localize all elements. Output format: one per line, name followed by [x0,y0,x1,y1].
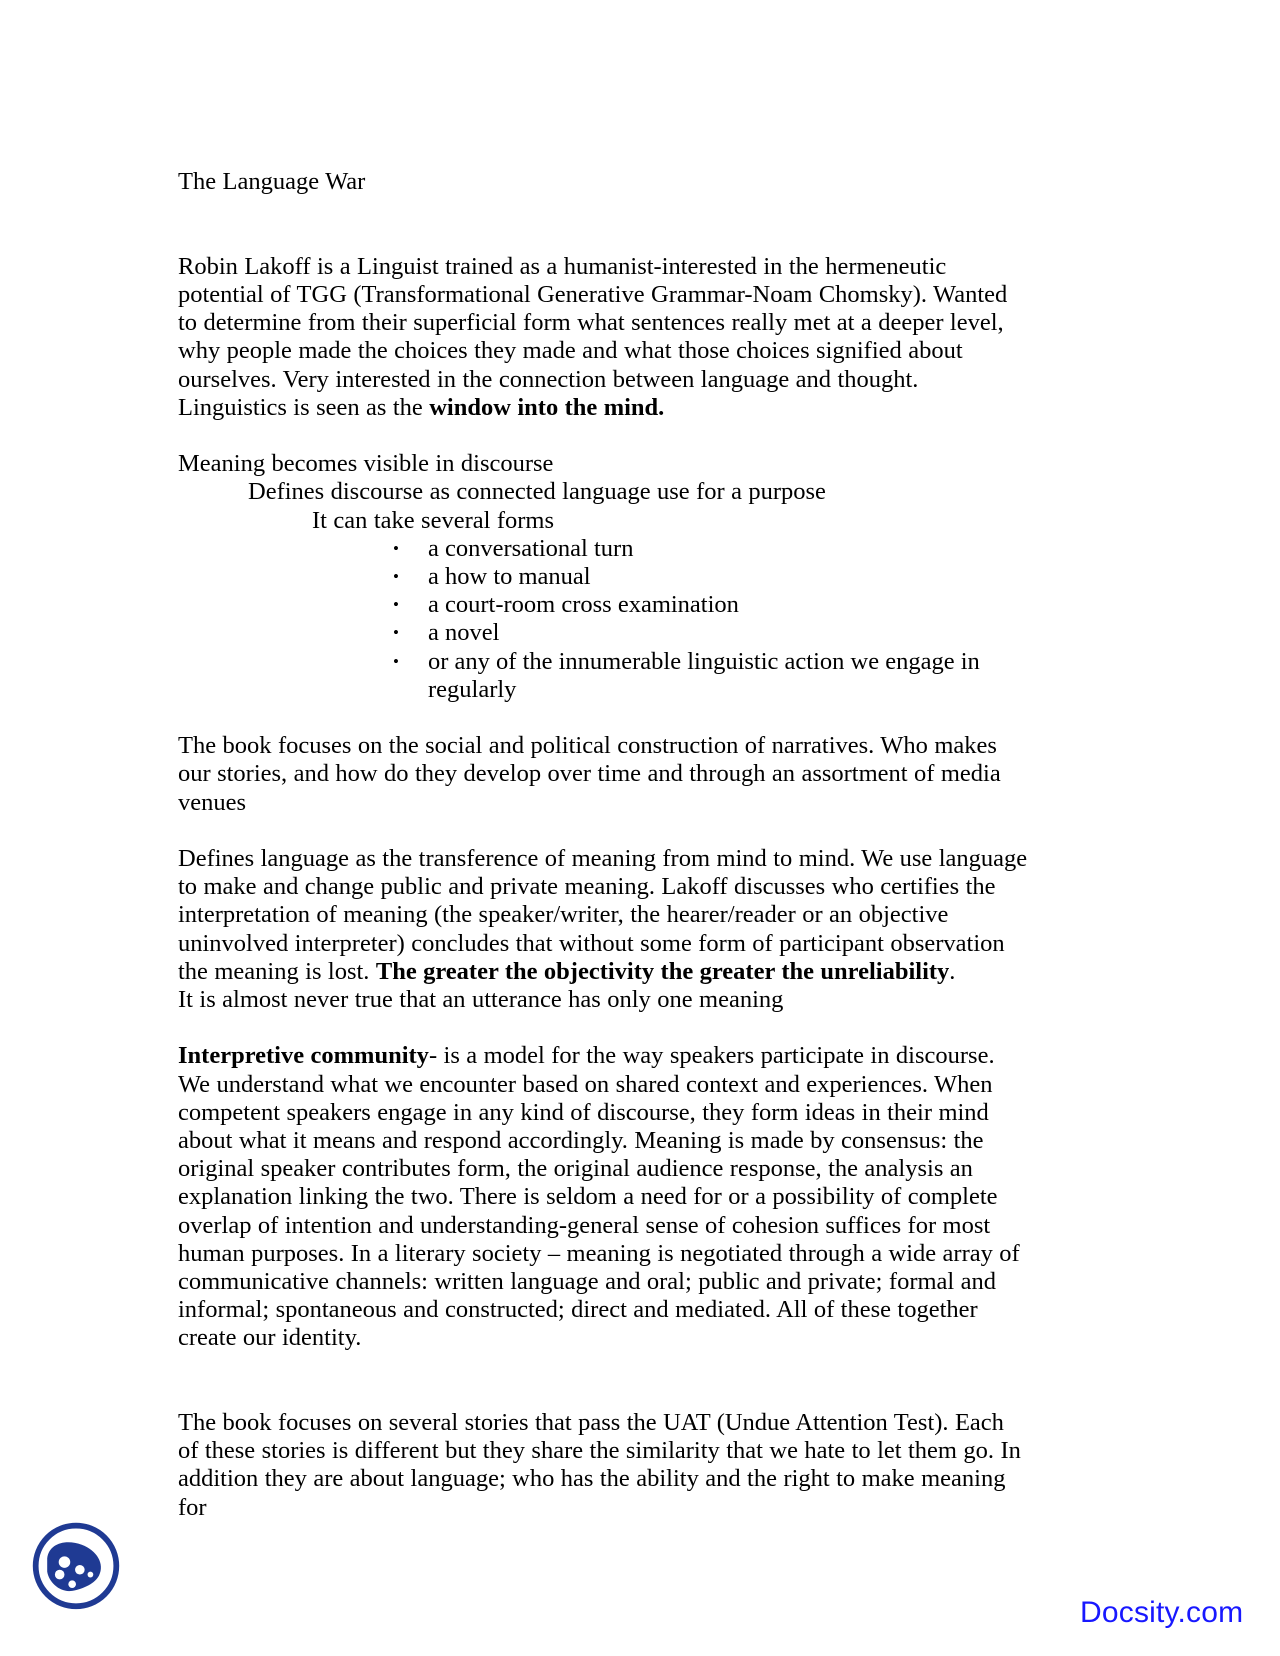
list-item-label: or any of the innumerable linguistic action we engage in regularly [428,647,980,703]
paragraph-intro [178,253,1030,422]
bullet-icon: • [393,538,399,558]
list-item [178,535,1030,563]
paragraph-uat: The book focuses on several stories that pass the UAT (Undue Attention Test). Each of these stories is different but they share the similarity that we hate to let them go. In addition they are about language; who has the ability and the right to make meaning for [178,1409,1021,1521]
list-item-label: a novel [428,619,500,647]
subline-it-can-take-several-forms: It can take several forms [312,506,555,534]
list-item [178,648,1030,704]
paragraph-defines-language [178,845,1030,986]
bullet-icon: • [393,623,399,643]
spacer [178,817,1030,845]
docsity-footer-link[interactable]: Docsity.com [1080,1596,1244,1629]
paragraph-book-focus: The book focuses on the social and political construction of narratives. Who makes our stories, and how do they develop over time and through an assortment of media venues [178,732,1001,816]
list-item [178,563,1030,591]
spacer [178,704,1030,732]
document-title: The Language War [178,168,366,196]
list-item [178,619,1030,647]
spacer [178,1353,1030,1381]
line-utterance-one-meaning: It is almost never true that an utterance has only one meaning [178,986,784,1013]
defines-language-trailing: . [949,957,956,985]
bullet-icon: • [393,651,399,671]
spacer [178,225,1030,253]
list-item-label: a court-room cross examination [428,591,739,619]
list-item-label: a how to manual [428,562,591,590]
paragraph-interpretive-community [178,1042,1030,1352]
spacer [178,1381,1030,1409]
bold-objectivity-unreliability: The greater the objectivity the greater the unreliability [375,957,950,985]
intro-text: Robin Lakoff is a Linguist trained as a humanist-interested in the hermeneutic potential of TGG (Transformational Generative Grammar-Noam Chomsky). Wanted to determine from their superficial form what sentences really met at a deeper level, why people made the choices they made and what those choices signified about ourselves. Very interested in the connection between language and thought. Linguistics is seen as the [178,252,1008,421]
interpretive-community-text: - is a model for the way speakers participate in discourse. We understand what we encounter based on shared context and experiences. When competent speakers engage in any kind of discourse, they form ideas in their mind about what it means and respond accordingly. Meaning is made by consensus: the original speaker contributes form, the original audience response, the analysis an explanation linking the two. There is seldom a need for or a possibility of complete overlap of intention and understanding-general sense of cohesion suffices for most human purposes. In a literary society – meaning is negotiated through a wide array of communicative channels: written language and oral; public and private; formal and informal; spontaneous and constructed; direct and mediated. All of these together create our identity. [178,1042,1020,1352]
discourse-forms-list [178,535,1030,704]
heading-meaning-becomes-visible: Meaning becomes visible in discourse [178,450,554,478]
spacer [178,1014,1030,1042]
subline-defines-discourse: Defines discourse as connected language use for a purpose [248,478,826,506]
intro-bold-window-into-the-mind: window into the mind. [429,393,665,421]
spacer [178,422,1030,450]
bullet-icon: • [393,566,399,586]
list-item-label: a conversational turn [428,534,634,562]
docsity-cookie-logo [28,1516,124,1612]
document-body [178,140,1030,1522]
list-item [178,591,1030,619]
defines-language-text: Defines language as the transference of meaning from mind to mind. We use language to make and change public and private meaning. Lakoff discusses who certifies the interpretation of meaning (the speaker/writer, the hearer/reader or an objective uninvolved interpreter) concludes that without some form of participant observation the meaning is lost. [178,844,1028,985]
bold-interpretive-community: Interpretive community [178,1042,429,1070]
bullet-icon: • [393,595,399,615]
